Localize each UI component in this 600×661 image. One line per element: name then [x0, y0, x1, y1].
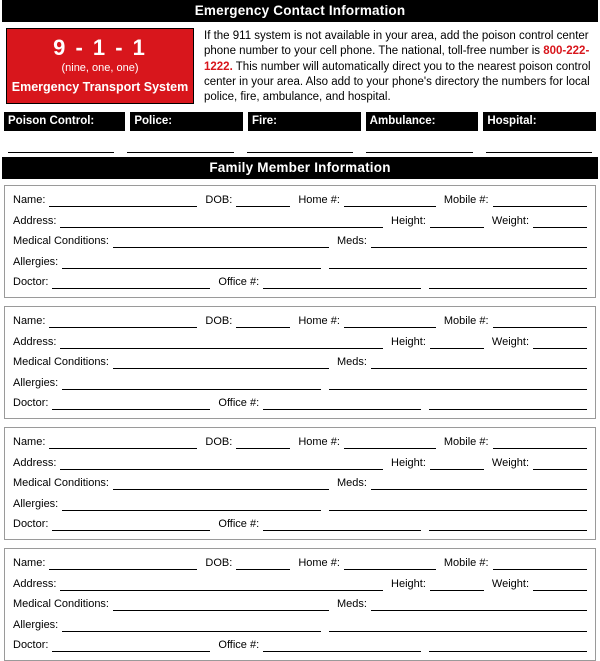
label-home-phone: Home #:	[298, 194, 340, 207]
input-dob[interactable]	[236, 317, 290, 328]
input-doctor-extra[interactable]	[429, 399, 587, 410]
label-weight: Weight:	[491, 577, 529, 590]
row-address-height-weight	[13, 214, 587, 228]
row-doctor-office	[13, 517, 587, 531]
input-weight[interactable]	[533, 217, 587, 228]
input-address[interactable]	[60, 338, 383, 349]
label-medical-conditions: Medical Conditions:	[13, 598, 109, 611]
label-dob: DOB:	[205, 436, 233, 449]
input-allergies[interactable]	[62, 258, 320, 269]
label-meds: Meds:	[337, 356, 367, 369]
emergency-info-row	[0, 22, 600, 105]
label-weight: Weight:	[491, 335, 529, 348]
input-home-phone[interactable]	[344, 438, 436, 449]
label-police: Police:	[130, 112, 243, 131]
input-allergies[interactable]	[62, 500, 320, 511]
input-doctor-extra[interactable]	[429, 520, 587, 531]
input-mobile-phone[interactable]	[493, 317, 587, 328]
input-meds[interactable]	[371, 600, 587, 611]
label-name: Name:	[13, 436, 46, 449]
input-doctor-extra[interactable]	[429, 641, 587, 652]
input-weight[interactable]	[533, 338, 587, 349]
row-medical-meds	[13, 476, 587, 490]
row-name-dob-phones	[13, 193, 587, 207]
label-name: Name:	[13, 315, 46, 328]
label-doctor: Doctor:	[13, 397, 49, 410]
input-allergies-continued[interactable]	[329, 379, 587, 390]
label-office-phone: Office #:	[218, 397, 260, 410]
input-home-phone[interactable]	[344, 196, 436, 207]
label-doctor: Doctor:	[13, 639, 49, 652]
label-name: Name:	[13, 194, 46, 207]
label-meds: Meds:	[337, 477, 367, 490]
input-allergies-continued[interactable]	[329, 500, 587, 511]
emergency-section-header: Emergency Contact Information	[2, 0, 598, 22]
poison-control-blurb	[204, 28, 594, 105]
label-home-phone: Home #:	[298, 436, 340, 449]
label-allergies: Allergies:	[13, 497, 59, 510]
row-doctor-office	[13, 275, 587, 289]
input-doctor[interactable]	[52, 399, 210, 410]
label-medical-conditions: Medical Conditions:	[13, 235, 109, 248]
family-member-card	[4, 306, 596, 419]
input-address[interactable]	[60, 217, 383, 228]
input-fire-number[interactable]	[247, 152, 353, 153]
label-dob: DOB:	[205, 315, 233, 328]
label-height: Height:	[391, 456, 426, 469]
row-name-dob-phones	[13, 435, 587, 449]
row-medical-meds	[13, 355, 587, 369]
input-address[interactable]	[60, 580, 383, 591]
input-name[interactable]	[49, 317, 197, 328]
input-allergies-continued[interactable]	[329, 258, 587, 269]
label-office-phone: Office #:	[218, 518, 260, 531]
input-medical-conditions[interactable]	[113, 237, 329, 248]
input-office-phone[interactable]	[263, 641, 421, 652]
label-office-phone: Office #:	[218, 639, 260, 652]
row-allergies	[13, 497, 587, 511]
input-weight[interactable]	[533, 459, 587, 470]
poison-control-hotline-number: 800-222-1222.	[204, 45, 590, 73]
emergency-contact-write-lines	[4, 131, 596, 157]
family-members-list	[0, 179, 600, 661]
label-meds: Meds:	[337, 598, 367, 611]
label-office-phone: Office #:	[218, 276, 260, 289]
label-doctor: Doctor:	[13, 518, 49, 531]
label-address: Address:	[13, 335, 57, 348]
row-address-height-weight	[13, 335, 587, 349]
input-mobile-phone[interactable]	[493, 559, 587, 570]
input-meds[interactable]	[371, 237, 587, 248]
label-medical-conditions: Medical Conditions:	[13, 477, 109, 490]
label-address: Address:	[13, 456, 57, 469]
row-doctor-office	[13, 638, 587, 652]
input-medical-conditions[interactable]	[113, 358, 329, 369]
input-name[interactable]	[49, 196, 197, 207]
input-name[interactable]	[49, 438, 197, 449]
input-dob[interactable]	[236, 196, 290, 207]
label-height: Height:	[391, 335, 426, 348]
input-medical-conditions[interactable]	[113, 600, 329, 611]
input-weight[interactable]	[533, 580, 587, 591]
label-hospital: Hospital:	[483, 112, 596, 131]
input-meds[interactable]	[371, 358, 587, 369]
label-allergies: Allergies:	[13, 376, 59, 389]
nine-one-one-spelled: (nine, one, one)	[61, 62, 139, 75]
label-home-phone: Home #:	[298, 557, 340, 570]
row-doctor-office	[13, 396, 587, 410]
row-medical-meds	[13, 597, 587, 611]
family-section-header: Family Member Information	[2, 157, 598, 179]
label-dob: DOB:	[205, 557, 233, 570]
input-dob[interactable]	[236, 438, 290, 449]
label-fire: Fire:	[248, 112, 361, 131]
input-police-number[interactable]	[127, 152, 233, 153]
row-address-height-weight	[13, 577, 587, 591]
input-doctor-extra[interactable]	[429, 278, 587, 289]
label-ambulance: Ambulance:	[366, 112, 479, 131]
input-poison-control-number[interactable]	[8, 152, 114, 153]
input-height[interactable]	[430, 338, 484, 349]
label-mobile-phone: Mobile #:	[443, 194, 489, 207]
label-mobile-phone: Mobile #:	[443, 315, 489, 328]
input-office-phone[interactable]	[263, 399, 421, 410]
emergency-transport-system-label: Emergency Transport System	[11, 79, 189, 94]
label-dob: DOB:	[205, 194, 233, 207]
label-address: Address:	[13, 214, 57, 227]
label-poison-control: Poison Control:	[4, 112, 125, 131]
label-address: Address:	[13, 577, 57, 590]
input-allergies[interactable]	[62, 621, 320, 632]
label-weight: Weight:	[491, 456, 529, 469]
input-allergies-continued[interactable]	[329, 621, 587, 632]
nine-one-one-badge	[6, 28, 194, 104]
input-ambulance-number[interactable]	[366, 152, 472, 153]
input-home-phone[interactable]	[344, 317, 436, 328]
family-member-card	[4, 427, 596, 540]
label-mobile-phone: Mobile #:	[443, 557, 489, 570]
input-hospital-number[interactable]	[486, 152, 592, 153]
row-allergies	[13, 618, 587, 632]
input-address[interactable]	[60, 459, 383, 470]
family-member-card	[4, 548, 596, 661]
input-allergies[interactable]	[62, 379, 320, 390]
row-allergies	[13, 255, 587, 269]
label-weight: Weight:	[491, 214, 529, 227]
input-height[interactable]	[430, 580, 484, 591]
label-height: Height:	[391, 577, 426, 590]
input-office-phone[interactable]	[263, 278, 421, 289]
label-meds: Meds:	[337, 235, 367, 248]
input-name[interactable]	[49, 559, 197, 570]
input-mobile-phone[interactable]	[493, 196, 587, 207]
input-home-phone[interactable]	[344, 559, 436, 570]
label-mobile-phone: Mobile #:	[443, 436, 489, 449]
input-height[interactable]	[430, 459, 484, 470]
blurb-text-part2: This number will automatically direct you to the nearest poison control center in your area. Also add to your phone's directory the numbers for local police, fire, ambulance, and hospital.	[204, 60, 591, 104]
input-medical-conditions[interactable]	[113, 479, 329, 490]
input-dob[interactable]	[236, 559, 290, 570]
label-doctor: Doctor:	[13, 276, 49, 289]
label-allergies: Allergies:	[13, 255, 59, 268]
family-member-card	[4, 185, 596, 298]
input-height[interactable]	[430, 217, 484, 228]
row-medical-meds	[13, 234, 587, 248]
input-doctor[interactable]	[52, 641, 210, 652]
label-home-phone: Home #:	[298, 315, 340, 328]
input-office-phone[interactable]	[263, 520, 421, 531]
label-medical-conditions: Medical Conditions:	[13, 356, 109, 369]
row-name-dob-phones	[13, 556, 587, 570]
label-allergies: Allergies:	[13, 618, 59, 631]
input-doctor[interactable]	[52, 520, 210, 531]
label-height: Height:	[391, 214, 426, 227]
input-mobile-phone[interactable]	[493, 438, 587, 449]
input-meds[interactable]	[371, 479, 587, 490]
blurb-text-part1: If the 911 system is not available in your area, add the poison control center phone number to your cell phone. The national, toll-free number is	[204, 30, 589, 58]
row-allergies	[13, 376, 587, 390]
input-doctor[interactable]	[52, 278, 210, 289]
emergency-contact-label-bar	[4, 112, 596, 131]
nine-one-one-number: 9 - 1 - 1	[53, 35, 147, 60]
row-address-height-weight	[13, 456, 587, 470]
row-name-dob-phones	[13, 314, 587, 328]
label-name: Name:	[13, 557, 46, 570]
